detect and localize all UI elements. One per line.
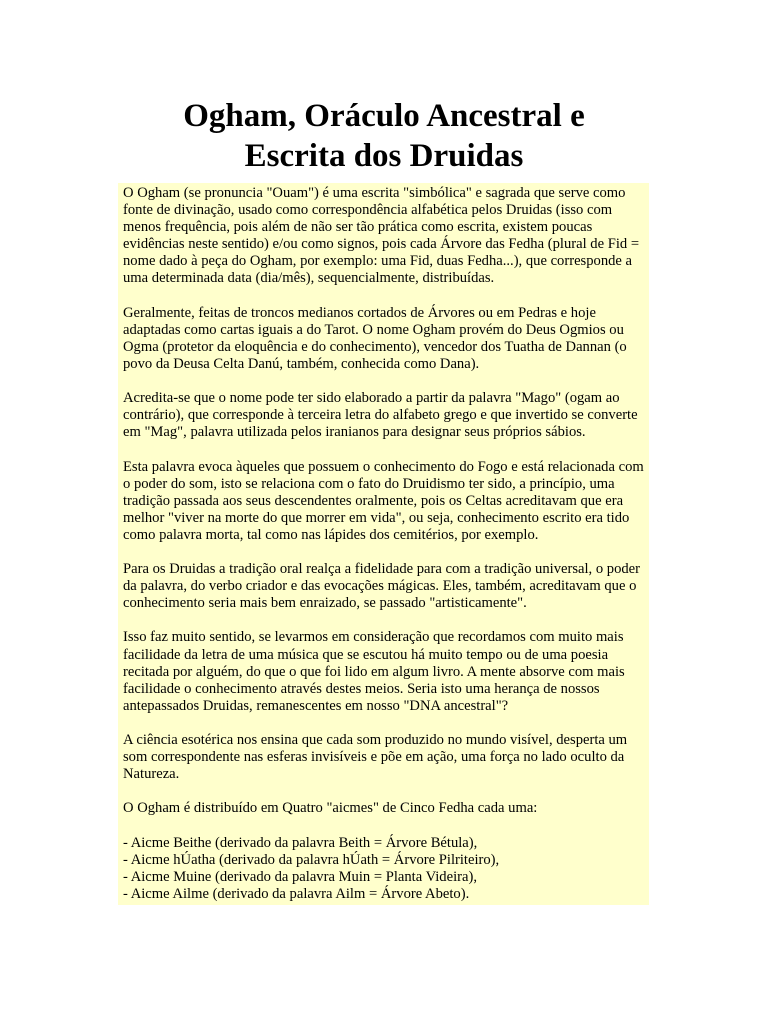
content-box <box>118 183 649 905</box>
paragraph-7: A ciência esotérica nos ensina que cada som produzido no mundo visível, desperta um som correspondente nas esferas invisíveis e põe em ação, uma força no lado oculto da Natureza. <box>123 732 628 783</box>
list-item: - Aicme Muine (derivado da palavra Muin = Planta Videira), <box>123 868 477 885</box>
list-item: - Aicme hÚatha (derivado da palavra hÚath = Árvore Pilriteiro), <box>123 851 500 868</box>
list-item: - Aicme Beithe (derivado da palavra Beith = Árvore Bétula), <box>123 834 478 851</box>
aicme-list <box>123 835 645 903</box>
paragraph-8: O Ogham é distribuído em Quatro "aicmes" de Cinco Fedha cada uma: <box>123 800 538 817</box>
paragraph-3: Acredita-se que o nome pode ter sido elaborado a partir da palavra "Mago" (ogam ao contrário), que corresponde à terceira letra do alfabeto grego e que invertido se converte em "Mag", palavra utilizada pelos iranianos para designar seus próprios sábios. <box>123 390 638 441</box>
page-title <box>0 96 768 176</box>
paragraph-1: O Ogham (se pronuncia "Ouam") é uma escrita "simbólica" e sagrada que serve como fonte de divinação, usado como correspondência alfabética pelos Druidas (isso com menos frequência, pois além de não ser tão prática como escrita, existem poucas evidências neste sentido) e/ou como signos, pois cada Árvore das Fedha (plural de Fid = nome dado à peça do Ogham, por exemplo: uma Fid, duas Fedha...), que corresponde a uma determinada data (dia/mês), sequencialmente, distribuídas. <box>123 185 640 287</box>
list-item: - Aicme Ailme (derivado da palavra Ailm = Árvore Abeto). <box>123 885 470 902</box>
title-line-1: Ogham, Oráculo Ancestral e <box>183 98 585 134</box>
paragraph-5: Para os Druidas a tradição oral realça a fidelidade para com a tradição universal, o poder da palavra, do verbo criador e das evocações mágicas. Eles, também, acreditavam que o conhecimento seria mais bem enraizado, se passado "artisticamente". <box>123 561 641 612</box>
paragraph-4: Esta palavra evoca àqueles que possuem o conhecimento do Fogo e está relacionada com o poder do som, isto se relaciona com o fato do Druidismo ter sido, a princípio, uma tradição passada aos seus descendentes oralmente, pois os Celtas acreditavam que era melhor "viver na morte do que morrer em vida", ou seja, conhecimento escrito era tido como palavra morta, tal como nas lápides dos cemitérios, por exemplo. <box>123 458 644 543</box>
title-line-2: Escrita dos Druidas <box>244 138 524 174</box>
paragraph-6: Isso faz muito sentido, se levarmos em consideração que recordamos com muito mais facilidade da letra de uma música que se escutou há muito tempo ou de uma poesia recitada por alguém, do que o que foi lido em algum livro. A mente absorve com mais facilidade o conhecimento através destes meios. Seria isto uma herança de nossos antepassados Druidas, remanescentes em nosso "DNA ancestral"? <box>123 629 625 714</box>
paragraph-2: Geralmente, feitas de troncos medianos cortados de Árvores ou em Pedras e hoje adaptadas como cartas iguais a do Tarot. O nome Ogham provém do Deus Ogmios ou Ogma (protetor da eloquência e do conhecimento), vencedor dos Tuatha de Dannan (o povo da Deusa Celta Danú, também, conhecida como Dana). <box>123 304 627 372</box>
